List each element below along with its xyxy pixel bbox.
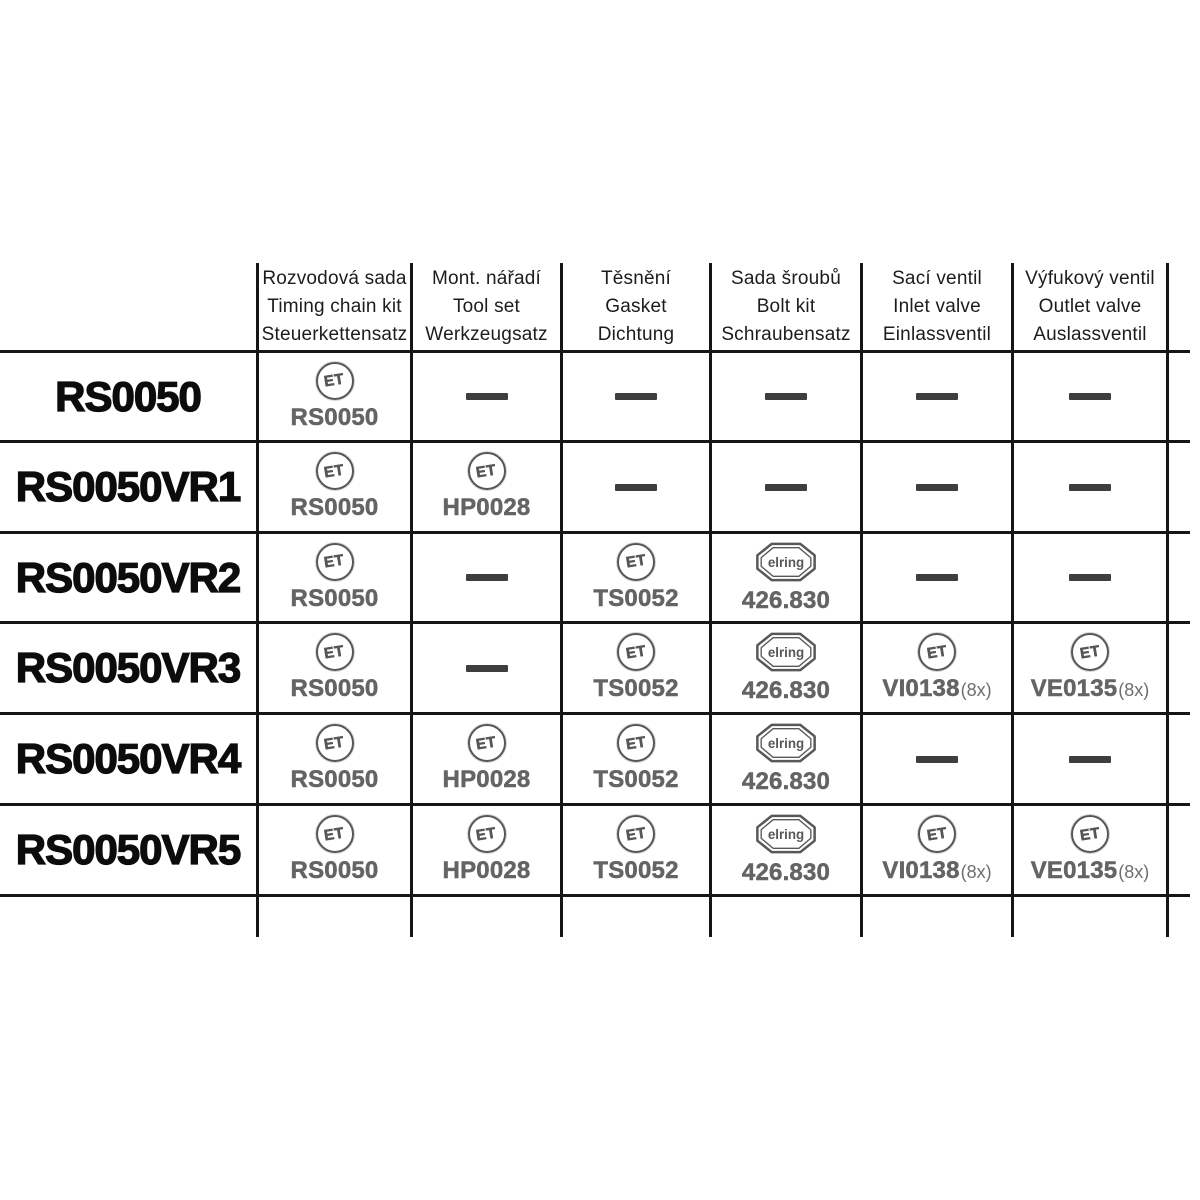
column-header-gasket	[563, 263, 709, 350]
header-line-de: Einlassventil	[882, 323, 992, 345]
row-label: RS0050VR4	[15, 735, 241, 782]
header-line-cs: Výfukový ventil	[1025, 267, 1155, 289]
et-logo: ET	[918, 633, 956, 671]
column-header-outlet-valve	[1014, 263, 1166, 350]
dash-icon	[765, 484, 807, 491]
not-available-cell	[413, 353, 560, 440]
part-code: RS0050	[290, 403, 379, 431]
header-line-en: Outlet valve	[1038, 295, 1142, 317]
header-line-de: Dichtung	[597, 323, 675, 345]
part-cell	[259, 806, 410, 894]
header-line-cs: Sací ventil	[892, 267, 982, 289]
header-line-de: Schraubensatz	[721, 323, 851, 345]
et-logo: ET	[468, 815, 506, 853]
dash-icon	[615, 484, 657, 491]
part-code: HP0028	[442, 494, 531, 521]
et-logo: ET	[468, 452, 506, 490]
header-line-cs: Mont. nářadí	[431, 267, 542, 289]
dash-icon	[1069, 756, 1111, 763]
part-code: RS0050	[290, 766, 379, 793]
part-cell	[259, 624, 410, 712]
not-available-cell	[563, 443, 709, 531]
part-code: VE0135 (8x)	[1030, 675, 1150, 702]
header-line-en: Bolt kit	[756, 295, 816, 317]
part-code: TS0052	[593, 857, 679, 884]
not-available-cell	[563, 353, 709, 440]
et-logo: ET	[617, 815, 655, 853]
et-logo: ET	[918, 815, 956, 853]
row-label: RS0050VR2	[15, 553, 241, 601]
part-code: 426.830	[741, 768, 831, 795]
dash-icon	[466, 574, 508, 581]
dash-icon	[1069, 393, 1111, 400]
header-line-de: Auslassventil	[1033, 323, 1147, 345]
et-logo: ET	[617, 724, 655, 762]
part-cell	[863, 806, 1011, 894]
part-code: 426.830	[741, 677, 831, 704]
et-logo: ET	[1071, 633, 1109, 671]
svg-text:elring: elring	[767, 826, 805, 842]
dash-icon	[916, 756, 958, 763]
grid-line-vertical	[1166, 263, 1169, 937]
header-line-en: Tool set	[452, 295, 521, 317]
not-available-cell	[1014, 715, 1166, 803]
quantity-suffix: (8x)	[960, 862, 992, 882]
header-line-de: Steuerkettensatz	[261, 323, 408, 345]
elring-logo	[754, 541, 818, 583]
row-label: RS0050	[55, 372, 201, 420]
et-logo: ET	[468, 724, 506, 762]
grid-line-horizontal	[0, 894, 1190, 897]
part-cell	[259, 715, 410, 803]
part-code: HP0028	[442, 766, 531, 793]
dash-icon	[466, 393, 508, 400]
part-cell	[712, 715, 860, 803]
et-logo: ET	[316, 543, 354, 581]
dash-icon	[916, 574, 958, 581]
part-code: HP0028	[442, 857, 531, 884]
svg-text:elring: elring	[767, 644, 805, 660]
part-cell	[712, 534, 860, 621]
part-code: VE0135 (8x)	[1030, 857, 1150, 884]
et-logo: ET	[316, 815, 354, 853]
not-available-cell	[863, 353, 1011, 440]
part-cell	[1014, 624, 1166, 712]
dash-icon	[466, 665, 508, 672]
header-line-cs: Rozvodová sada	[262, 267, 407, 289]
part-cell	[1014, 806, 1166, 894]
quantity-suffix: (8x)	[960, 680, 992, 700]
elring-logo	[754, 813, 818, 855]
dash-icon	[615, 393, 657, 400]
part-cell	[563, 624, 709, 712]
header-line-en: Timing chain kit	[267, 295, 402, 317]
part-cell	[863, 624, 1011, 712]
header-line-de: Werkzeugsatz	[425, 323, 548, 345]
header-line-en: Inlet valve	[893, 295, 981, 317]
not-available-cell	[1014, 443, 1166, 531]
part-code: TS0052	[593, 766, 679, 793]
part-cell	[259, 534, 410, 621]
header-line-en: Gasket	[605, 295, 667, 317]
not-available-cell	[712, 353, 860, 440]
part-code: TS0052	[593, 675, 679, 702]
not-available-cell	[863, 715, 1011, 803]
dash-icon	[765, 393, 807, 400]
et-logo: ET	[316, 633, 354, 671]
dash-icon	[916, 484, 958, 491]
part-code: RS0050	[290, 857, 379, 884]
et-logo: ET	[316, 724, 354, 762]
part-cell	[563, 715, 709, 803]
row-label: RS0050VR1	[15, 463, 241, 510]
column-header-bolt-kit	[712, 263, 860, 350]
part-cell	[413, 715, 560, 803]
not-available-cell	[1014, 534, 1166, 621]
part-cell	[712, 624, 860, 712]
part-code: TS0052	[593, 584, 679, 612]
part-code: RS0050	[290, 675, 379, 702]
row-label: RS0050VR3	[15, 644, 241, 691]
quantity-suffix: (8x)	[1118, 862, 1150, 882]
column-header-inlet-valve	[863, 263, 1011, 350]
not-available-cell	[863, 534, 1011, 621]
svg-text:elring: elring	[767, 554, 805, 570]
not-available-cell	[413, 624, 560, 712]
et-logo: ET	[1071, 815, 1109, 853]
et-logo: ET	[617, 633, 655, 671]
part-cell	[259, 443, 410, 531]
part-code: VI0138 (8x)	[882, 675, 992, 702]
elring-logo	[754, 631, 818, 673]
not-available-cell	[863, 443, 1011, 531]
not-available-cell	[1014, 353, 1166, 440]
part-cell	[413, 443, 560, 531]
part-cell	[413, 806, 560, 894]
part-cell	[259, 353, 410, 440]
row-label: RS0050VR5	[15, 826, 241, 873]
et-logo: ET	[316, 452, 354, 490]
part-code: VI0138 (8x)	[882, 857, 992, 884]
elring-logo	[754, 722, 818, 764]
part-code: RS0050	[290, 494, 379, 521]
part-cell	[563, 806, 709, 894]
part-cell	[712, 806, 860, 894]
et-logo: ET	[316, 362, 354, 400]
column-header-tool-set	[413, 263, 560, 350]
et-logo: ET	[617, 543, 655, 581]
column-header-timing-chain-kit	[259, 263, 410, 350]
header-line-cs: Těsnění	[600, 267, 672, 289]
header-line-cs: Sada šroubů	[731, 267, 841, 289]
not-available-cell	[413, 534, 560, 621]
part-code: 426.830	[741, 859, 831, 886]
part-code: RS0050	[290, 584, 379, 612]
part-code: 426.830	[741, 586, 831, 614]
dash-icon	[916, 393, 958, 400]
svg-text:elring: elring	[767, 735, 805, 751]
quantity-suffix: (8x)	[1118, 680, 1150, 700]
not-available-cell	[712, 443, 860, 531]
part-cell	[563, 534, 709, 621]
dash-icon	[1069, 484, 1111, 491]
dash-icon	[1069, 574, 1111, 581]
